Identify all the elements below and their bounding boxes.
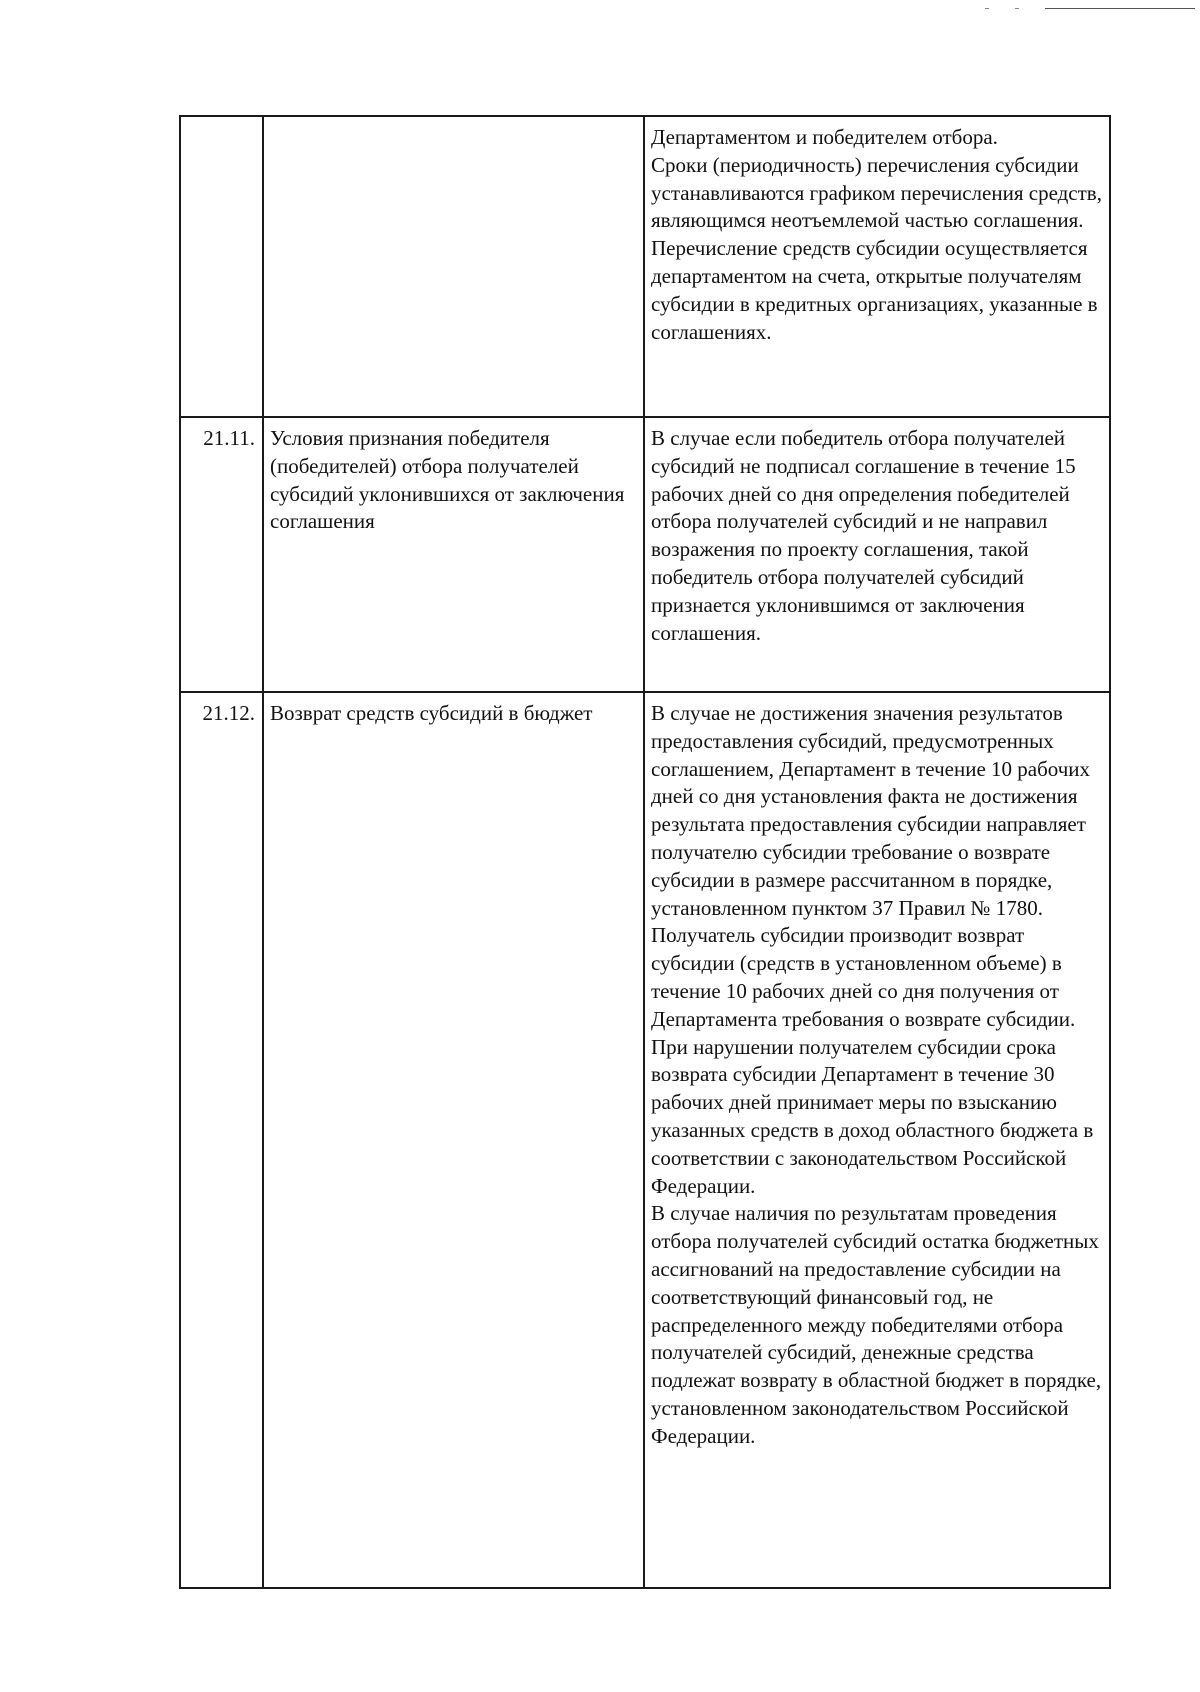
- content-cell: [644, 116, 1110, 417]
- parameter-cell: Условия признания победителя (победителей) отбора получателей субсидий уклонившихся от заключения соглашения: [263, 417, 644, 692]
- table-row: [180, 417, 1110, 692]
- content-cell: [644, 417, 1110, 692]
- row-number-cell: 21.12.: [180, 692, 263, 1588]
- content-paragraph: В случае не достижения значения результатов предоставления субсидий, предусмотренных соглашением, Департамент в течение 10 рабочих дней со дня установления факта не достижения результата предоставления субсидии направляет получателю субсидии требование о возврате субсидии в размере рассчитанном в порядке, установленном пунктом 37 Правил № 1780.: [651, 701, 1091, 920]
- content-cell: [644, 692, 1110, 1588]
- content-paragraph: Получатель субсидии производит возврат субсидии (средств в установленном объеме) в течение 10 рабочих дней со дня получения от Департамента требования о возврате субсидии.: [651, 923, 1076, 1031]
- content-paragraph: При нарушении получателем субсидии срока возврата субсидии Департамент в течение 30 рабочих дней принимает меры по взысканию указанных средств в доход областного бюджета в соответствии с законодательством Российской Федерации.: [651, 1034, 1094, 1198]
- content-paragraph: В случае если победитель отбора получателей субсидий не подписал соглашение в течение 15 рабочих дней со дня определения победителей отбора получателей субсидий и не направил возражения по проекту соглашения, такой победитель отбора получателей субсидий признается уклонившимся от заключения соглашения.: [651, 426, 1076, 645]
- content-paragraph: Сроки (периодичность) перечисления субсидии устанавливаются графиком перечисления средств, являющимся неотъемлемой частью соглашения.: [651, 152, 1102, 233]
- row-number-cell: [180, 116, 263, 417]
- table-row: [180, 692, 1110, 1588]
- content-paragraph: Департаментом и победителем отбора.: [651, 125, 998, 149]
- scan-mark: [985, 8, 989, 9]
- content-paragraph: Перечисление средств субсидии осуществляется департаментом на счета, открытые получателям субсидии в кредитных организациях, указанные в соглашениях.: [651, 236, 1098, 344]
- document-table: [179, 115, 1111, 1589]
- parameter-cell: Возврат средств субсидий в бюджет: [263, 692, 644, 1588]
- content-paragraph: В случае наличия по результатам проведения отбора получателей субсидий остатка бюджетных ассигнований на предоставление субсидии на соответствующий финансовый год, не распределенного между победителями отбора получателей субсидий, денежные средства подлежат возврату в областной бюджет в порядке, установленном законодательством Российской Федерации.: [651, 1201, 1102, 1448]
- table-row: [180, 116, 1110, 417]
- scan-mark: [1015, 8, 1019, 9]
- row-number-cell: 21.11.: [180, 417, 263, 692]
- parameter-cell: [263, 116, 644, 417]
- scan-mark: [1045, 8, 1195, 9]
